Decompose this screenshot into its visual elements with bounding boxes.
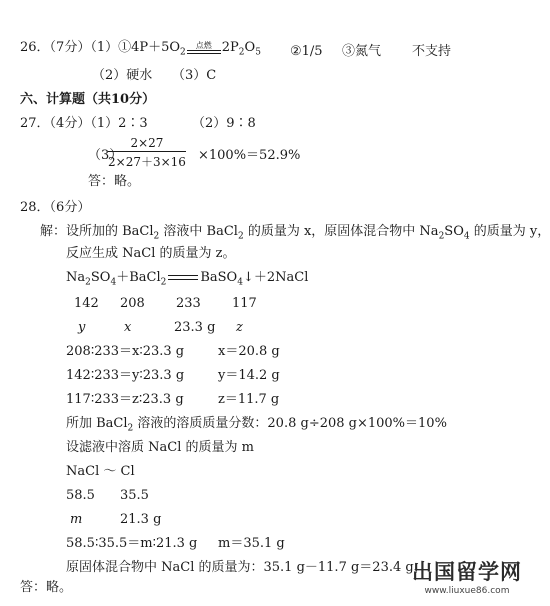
molar-mass-1: 142 [74, 296, 99, 311]
sub: 4 [463, 231, 470, 242]
q27-result: ×100%＝52.9% [198, 148, 301, 163]
reaction-equation [66, 270, 308, 291]
p-subscript: 2 [238, 47, 245, 58]
sub: 2 [160, 277, 167, 288]
eq-baso: BaSO [200, 270, 238, 285]
sol-text-b: 溶液中 BaCl [159, 224, 238, 239]
q27-answer: 答：略。 [88, 174, 141, 189]
calc-m: 58.5∶35.5＝m∶21.3 g [66, 536, 198, 551]
result-y: y＝14.2 g [218, 368, 280, 383]
sol-text-a: 解：设所加的 BaCl [40, 224, 154, 239]
result-x: x＝20.8 g [218, 344, 280, 359]
q27-denominator: 2×27＋3×16 [108, 155, 186, 169]
q26-head: 26．（7分）（1）①4P＋5O [20, 40, 181, 55]
ratio-2: 142∶233＝y∶23.3 g [66, 368, 185, 383]
ratio-1: 208∶233＝x∶23.3 g [66, 344, 185, 359]
eq-so: SO [90, 270, 111, 285]
q27-numerator: 2×27 [108, 136, 186, 152]
molar-mass-2: 208 [120, 296, 145, 311]
ignition-condition: 点燃 [195, 41, 212, 50]
q28-answer: 答：略。 [20, 580, 73, 595]
o-subscript: 5 [255, 47, 261, 58]
section-six-title: 六、计算题（共10分） [20, 92, 156, 107]
q27-line1b: （2）9∶8 [192, 116, 256, 131]
q26-part4: 不支持 [412, 44, 452, 59]
q28-solution-line2: 反应生成 NaCl 的质量为 z。 [66, 246, 236, 261]
sub: 2 [85, 277, 91, 288]
var-4: z [236, 320, 243, 335]
var-1: y [78, 320, 86, 335]
q26-product-a: 2P [221, 40, 239, 55]
sub: 2 [153, 231, 160, 242]
sol-text-d: SO [444, 224, 464, 239]
q26-part2: ②1/5 [290, 44, 323, 59]
q28-head: 28．（6分） [20, 200, 91, 215]
molar-mass-3: 233 [176, 296, 201, 311]
molar-mass-4: 117 [232, 296, 257, 311]
set-m-line: 设滤液中溶质 NaCl 的质量为 m [66, 440, 254, 455]
equals-sign [168, 275, 198, 280]
q26-line2b: （3）C [172, 68, 217, 83]
watermark-title: 出国留学网 [412, 560, 522, 584]
nacl-cl-relation: NaCl ～ Cl [66, 464, 135, 479]
q27-part3-label: （3） [88, 148, 123, 163]
eq-na: Na [66, 270, 86, 285]
q26-line2a: （2）硬水 [92, 68, 153, 83]
q26-part3: ③氮气 [342, 44, 382, 59]
ignition-arrow [187, 41, 221, 54]
q28-solution-line1 [40, 224, 550, 245]
ratio-3: 117∶233＝z∶23.3 g [66, 392, 184, 407]
o2-subscript: 2 [180, 47, 186, 58]
m-row2-a: m [70, 512, 83, 527]
sub: 4 [237, 277, 243, 288]
eq-bacl: ＋BaCl [116, 270, 161, 285]
q26-line1 [20, 40, 261, 61]
sol-text-e: 的质量为 y， [469, 224, 550, 239]
result-m: m＝35.1 g [218, 536, 285, 551]
q27-fraction [108, 136, 186, 170]
watermark-url: www.liuxue86.com [424, 586, 510, 596]
q27-line1a: 27．（4分）（1）2∶3 [20, 116, 148, 131]
var-3: 23.3 g [174, 320, 216, 335]
sub: 2 [237, 231, 244, 242]
final-result: 原固体混合物中 NaCl 的质量为：35.1 g－11.7 g＝23.4 g [66, 560, 414, 575]
m-row1-a: 58.5 [66, 488, 95, 503]
mass-fraction-line [66, 416, 447, 437]
q26-product-b: O [244, 40, 256, 55]
eq-products: ↓＋2NaCl [242, 270, 309, 285]
m-row1-b: 35.5 [120, 488, 149, 503]
sub: 2 [127, 423, 134, 434]
site-watermark [412, 556, 522, 596]
sub: 4 [110, 277, 117, 288]
sub: 2 [438, 231, 445, 242]
var-2: x [124, 320, 132, 335]
frac-text-b: 溶液的溶质质量分数：20.8 g÷208 g×100%＝10% [133, 416, 447, 431]
frac-text-a: 所加 BaCl [66, 416, 128, 431]
m-row2-b: 21.3 g [120, 512, 162, 527]
result-z: z＝11.7 g [218, 392, 280, 407]
sol-text-c: 的质量为 x，原固体混合物中 Na [243, 224, 439, 239]
